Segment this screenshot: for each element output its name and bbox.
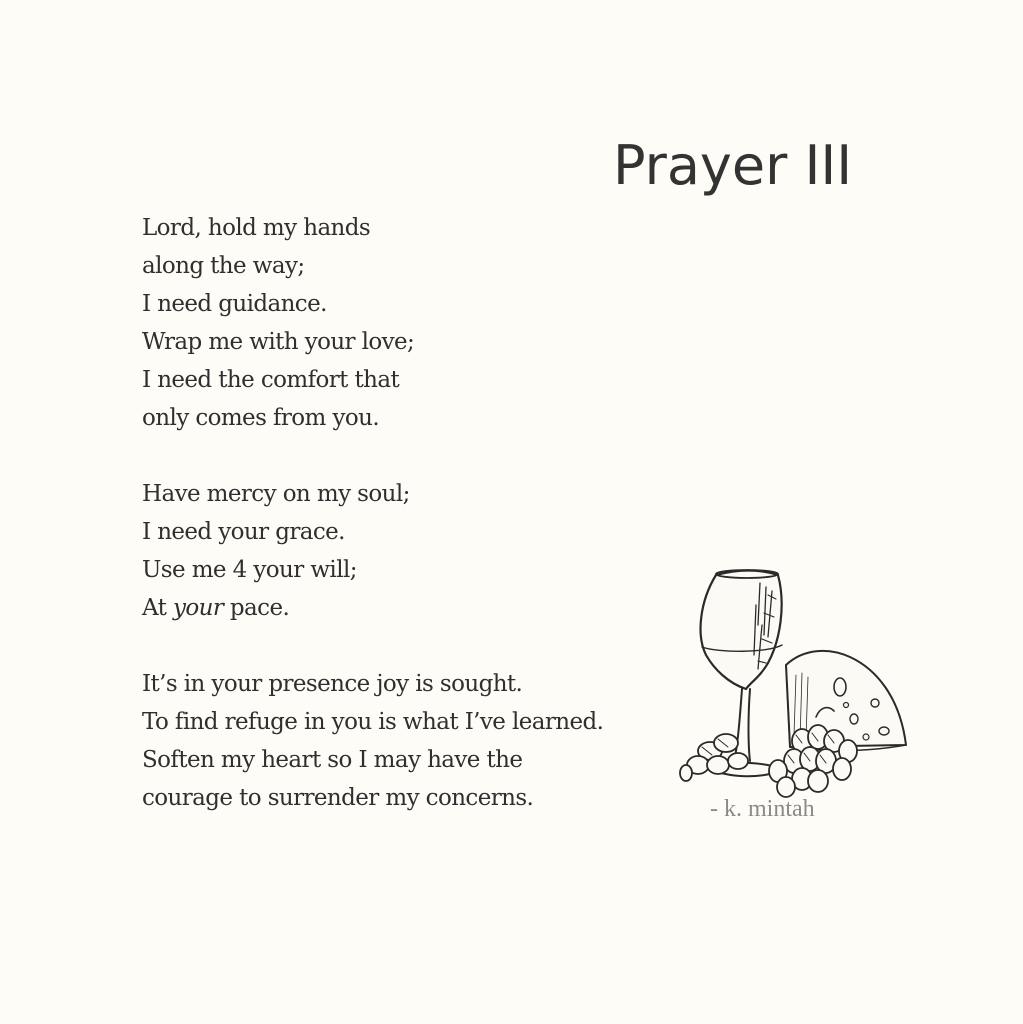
author-signature: - k. mintah xyxy=(710,796,815,822)
poem-line xyxy=(142,703,603,741)
line-text: pace. xyxy=(223,595,290,621)
line-text: Wrap me with your love; xyxy=(142,329,415,355)
line-text: At xyxy=(142,595,173,621)
line-text: along the way; xyxy=(142,253,305,279)
line-text: Have mercy on my soul; xyxy=(142,481,410,507)
line-text: Lord, hold my hands xyxy=(142,215,371,241)
poem-line xyxy=(142,513,603,551)
poem-line xyxy=(142,399,603,437)
poem-line xyxy=(142,475,603,513)
line-text: courage to surrender my concerns. xyxy=(142,785,534,811)
poem-body xyxy=(142,209,603,817)
emphasized-word: your xyxy=(172,595,224,621)
line-text: I need the comfort that xyxy=(142,367,400,393)
poem-line xyxy=(142,551,603,589)
stanza xyxy=(142,475,603,627)
line-text: I need your grace. xyxy=(142,519,345,545)
poem-line xyxy=(142,323,603,361)
line-text: Use me 4 your will; xyxy=(142,557,357,583)
stanza xyxy=(142,209,603,437)
poem-line xyxy=(142,741,603,779)
wine-glass-cheese-grapes-icon xyxy=(678,565,918,805)
line-text: only comes from you. xyxy=(142,405,380,431)
poem-line xyxy=(142,285,603,323)
poem-line xyxy=(142,247,603,285)
poem-line xyxy=(142,361,603,399)
poem-line xyxy=(142,589,603,627)
line-text: I need guidance. xyxy=(142,291,327,317)
poem-title: Prayer III xyxy=(613,134,853,197)
line-text: It’s in your presence joy is sought. xyxy=(142,671,523,697)
poem-line xyxy=(142,665,603,703)
poem-line xyxy=(142,209,603,247)
stanza xyxy=(142,665,603,817)
line-text: To find refuge in you is what I’ve learned. xyxy=(142,709,604,735)
poem-line xyxy=(142,779,603,817)
line-text: Soften my heart so I may have the xyxy=(142,747,523,773)
